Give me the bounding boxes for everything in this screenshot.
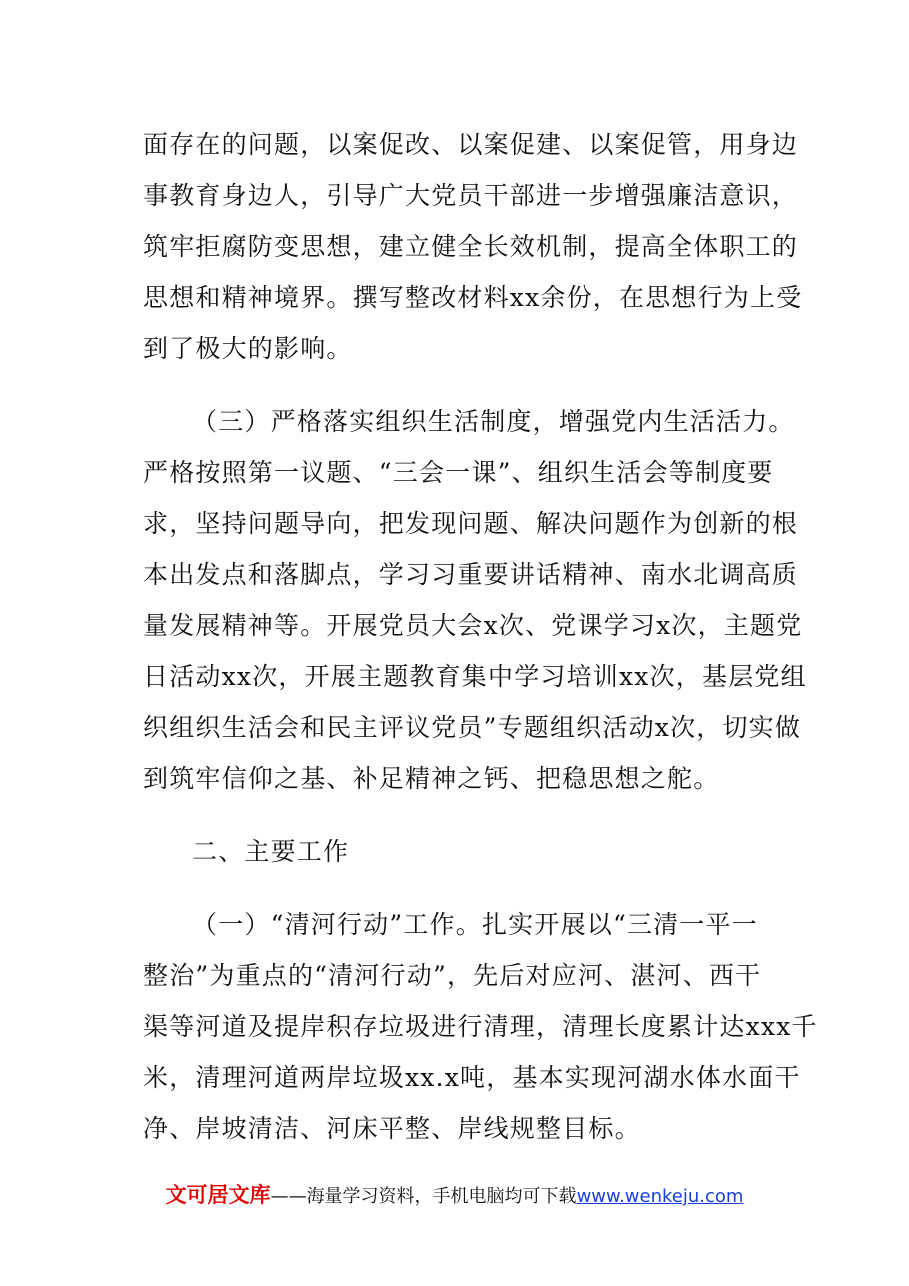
text-line: 思想和精神境界。撰写整改材料xx余份，在思想行为上受	[143, 283, 803, 312]
text-line: 到筑牢信仰之基、补足精神之钙、把稳思想之舵。	[143, 764, 720, 793]
text-line: 织组织生活会和民主评议党员”专题组织活动x次，切实做	[143, 713, 802, 742]
text-line: 米，清理河道两岸垃圾xx.x吨，基本实现河湖水体水面干	[143, 1063, 801, 1092]
text-line: 筑牢拒腐防变思想，建立健全长效机制，提高全体职工的	[143, 232, 799, 261]
text-line: 面存在的问题，以案促改、以案促建、以案促管，用身边	[143, 130, 799, 159]
text-line: 净、岸坡清洁、河床平整、岸线规整目标。	[143, 1114, 641, 1143]
text-line: 本出发点和落脚点，学习习重要讲话精神、南水北调高质	[143, 560, 799, 589]
text-line: 日活动xx次，开展主题教育集中学习培训xx次，基层党组	[143, 662, 807, 691]
footer-banner	[0, 1180, 909, 1212]
text-line: 求，坚持问题导向，把发现问题、解决问题作为创新的根	[143, 509, 799, 538]
text-line: 整治”为重点的“清河行动”，先后对应河、湛河、西干	[143, 961, 762, 990]
brand-name: 文可居文库	[165, 1183, 271, 1207]
text-line: 事教育身边人，引导广大党员干部进一步增强廉洁意识，	[143, 181, 799, 210]
text-line: 渠等河道及提岸积存垃圾进行清理，清理长度累计达xxx千	[143, 1012, 818, 1041]
section-heading: （一）“清河行动”工作。扎实开展以“三清一平一	[192, 910, 758, 939]
section-heading: （三）严格落实组织生活制度，增强党内生活活力。	[192, 407, 795, 436]
site-link[interactable]: www.wenkeju.com	[576, 1186, 744, 1207]
text-line: 量发展精神等。开展党员大会x次、党课学习x次，主题党	[143, 611, 803, 640]
text-line: 严格按照第一议题、“三会一课”、组织生活会等制度要	[143, 458, 774, 487]
text-line: 到了极大的影响。	[143, 334, 353, 363]
footer-tagline: ——海量学习资料，手机电脑均可下载	[270, 1186, 577, 1207]
section-title: 二、主要工作	[192, 837, 350, 866]
